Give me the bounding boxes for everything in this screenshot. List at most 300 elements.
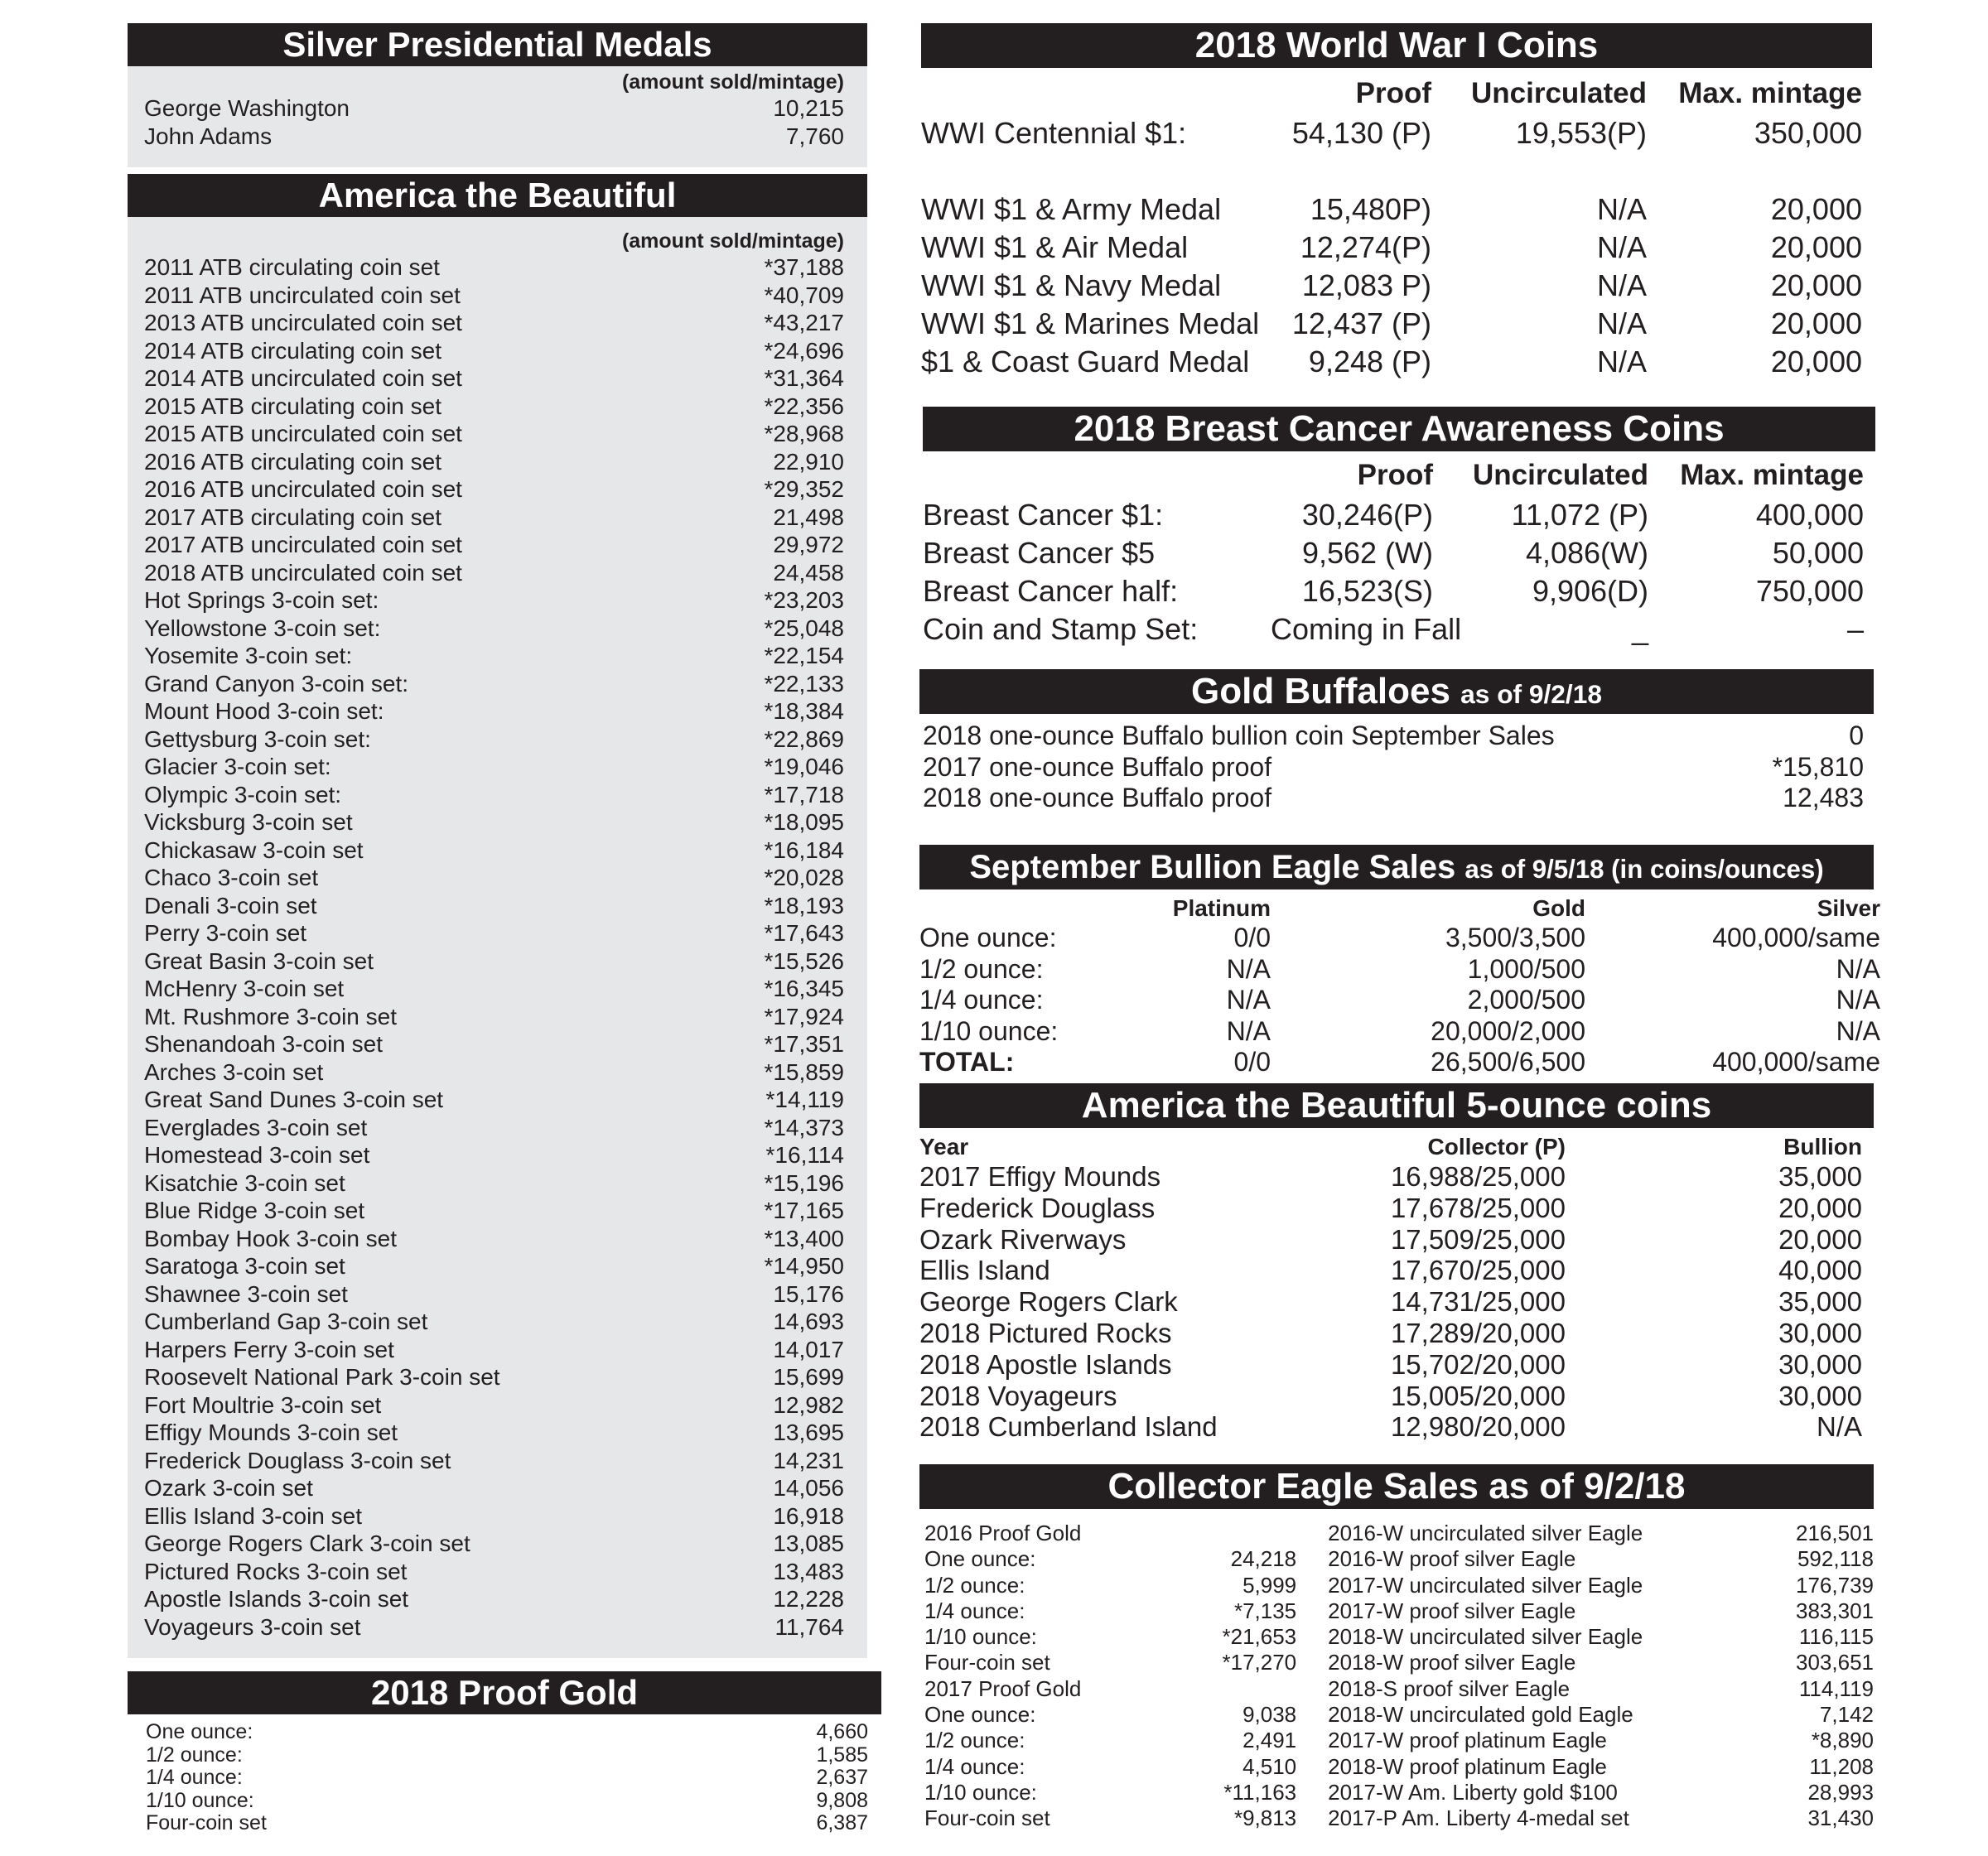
- collector-left-row: [924, 1754, 1296, 1780]
- five-oz-row-name: Ozark Riverways: [919, 1223, 1127, 1255]
- five-oz-list: [919, 1161, 1874, 1443]
- collector-right-row-label: 2018-W proof silver Eagle: [1328, 1650, 1576, 1675]
- atb-row-label: George Rogers Clark 3-coin set: [144, 1531, 470, 1556]
- atb-row-value: 21,498: [773, 504, 844, 530]
- collector-left-row: [924, 1780, 1296, 1805]
- collector-right-row-value: 28,993: [1807, 1779, 1874, 1805]
- atb-row: [144, 642, 844, 670]
- proof-gold-row: [146, 1790, 868, 1813]
- atb-row-value: *17,718: [764, 781, 844, 807]
- wwi-medal-row-name: WWI $1 & Navy Medal: [921, 268, 1222, 302]
- atb-row-value: 12,982: [773, 1391, 844, 1418]
- atb-row-value: *13,400: [764, 1225, 844, 1251]
- wwi-medal-list: [921, 190, 1872, 381]
- presidential-title: Silver Presidential Medals: [128, 23, 867, 66]
- wwi-row-proof: 54,130 (P): [1291, 116, 1431, 150]
- atb-row: [144, 697, 844, 726]
- atb-row-value: *22,356: [764, 393, 844, 419]
- collector-left-list: [919, 1521, 1296, 1832]
- five-oz-row-name: 2018 Pictured Rocks: [919, 1317, 1172, 1348]
- atb-row-label: 2015 ATB circulating coin set: [144, 393, 442, 419]
- atb-row-value: *23,203: [764, 587, 844, 613]
- atb-row-label: Grand Canyon 3-coin set:: [144, 670, 409, 697]
- five-oz-row: [919, 1193, 1874, 1224]
- five-oz-header-year: Year: [919, 1134, 969, 1159]
- atb-row: [144, 1003, 844, 1031]
- atb-row-label: Saratoga 3-coin set: [144, 1253, 345, 1279]
- wwi-title: 2018 World War I Coins: [921, 23, 1872, 68]
- atb-row-value: 14,017: [773, 1336, 844, 1362]
- breast-row-unc: 11,072 (P): [1511, 498, 1648, 532]
- proof-gold-row-label: One ounce:: [146, 1720, 253, 1743]
- atb-row-label: Effigy Mounds 3-coin set: [144, 1420, 398, 1445]
- bullion-list: [919, 923, 1880, 1047]
- atb-row: [144, 1363, 844, 1391]
- atb-row: [144, 1558, 844, 1586]
- bullion-row-gold: 20,000/2,000: [1431, 1015, 1585, 1046]
- atb-row-value: 14,056: [773, 1475, 844, 1501]
- proof-gold-row-value: 2,637: [816, 1766, 868, 1789]
- atb-row-label: Bombay Hook 3-coin set: [144, 1225, 398, 1251]
- atb-row-label: Harpers Ferry 3-coin set: [144, 1336, 394, 1362]
- five-oz-header-bullion: Bullion: [1783, 1134, 1862, 1159]
- collector-right-row: [1328, 1573, 1874, 1598]
- collector-left-row-value: *9,813: [1233, 1805, 1297, 1831]
- atb-row: [144, 1447, 844, 1475]
- atb-row-label: Vicksburg 3-coin set: [144, 809, 353, 835]
- breast-row: [923, 572, 1875, 610]
- wwi-medal-row: [921, 190, 1872, 229]
- atb-row: [144, 1058, 844, 1087]
- wwi-medal-row: [921, 229, 1872, 267]
- collector-right-row-value: 114,119: [1798, 1675, 1874, 1701]
- collector-right-row-label: 2017-W proof silver Eagle: [1328, 1598, 1576, 1623]
- buffalo-row-label: 2018 one-ounce Buffalo proof: [923, 783, 1272, 812]
- atb-row: [144, 864, 844, 892]
- collector-left-row-label: 1/10 ounce:: [924, 1779, 1037, 1805]
- atb-row-value: *17,351: [764, 1031, 844, 1057]
- five-oz-row-collector: 15,702/20,000: [1390, 1348, 1566, 1380]
- atb-row-label: 2017 ATB circulating coin set: [144, 504, 442, 530]
- collector-right-row-label: 2016-W uncirculated silver Eagle: [1328, 1521, 1643, 1545]
- atb-row-label: 2018 ATB uncirculated coin set: [144, 559, 462, 586]
- bullion-total-label: TOTAL:: [919, 1047, 1015, 1077]
- collector-left-row-label: 2017 Proof Gold: [924, 1675, 1082, 1701]
- atb-row-value: 24,458: [773, 559, 844, 586]
- collector-left-row: [924, 1546, 1296, 1572]
- atb-row-label: Yosemite 3-coin set:: [144, 643, 353, 668]
- five-oz-row-bullion: 30,000: [1778, 1380, 1862, 1411]
- five-oz-header-collector: Collector (P): [1427, 1134, 1566, 1159]
- breast-header-unc: Uncirculated: [1473, 459, 1648, 491]
- collector-right-row-label: 2017-W uncirculated silver Eagle: [1328, 1572, 1643, 1598]
- wwi-medal-row: [921, 305, 1872, 343]
- collector-right-row-value: 383,301: [1796, 1598, 1874, 1623]
- wwi-medal-row-max: 20,000: [1770, 306, 1862, 340]
- bullion-row-name: 1/4 ounce:: [919, 985, 1044, 1015]
- buffalo-row: [923, 752, 1864, 783]
- bullion-row-silver: N/A: [1836, 985, 1880, 1015]
- atb-row: [144, 531, 844, 559]
- wwi-medal-row-proof: 12,083 P): [1301, 268, 1431, 302]
- five-oz-row-name: Frederick Douglass: [919, 1192, 1156, 1223]
- five-oz-row-collector: 17,670/25,000: [1390, 1255, 1566, 1286]
- breast-row: [923, 496, 1875, 534]
- five-oz-row-bullion: 40,000: [1778, 1255, 1862, 1286]
- atb-row: [144, 1530, 844, 1558]
- collector-right-row: [1328, 1805, 1874, 1831]
- atb-row: [144, 1086, 844, 1114]
- presidential-row-value: 10,215: [773, 95, 844, 121]
- breast-row-max: 750,000: [1755, 574, 1864, 608]
- atb-row-label: Ellis Island 3-coin set: [144, 1502, 363, 1529]
- buffalo-row: [923, 783, 1864, 814]
- atb-row: [144, 975, 844, 1003]
- five-oz-row-bullion: 30,000: [1778, 1317, 1862, 1348]
- atb-row-value: *22,133: [764, 670, 844, 697]
- atb-row-label: Homestead 3-coin set: [144, 1142, 370, 1168]
- breast-row-proof: Coming in Fall: [1271, 612, 1462, 646]
- wwi-medal-row: [921, 343, 1872, 381]
- breast-title: 2018 Breast Cancer Awareness Coins: [923, 407, 1875, 451]
- atb-row-label: Chickasaw 3-coin set: [144, 836, 364, 863]
- bullion-header-row: [919, 894, 1880, 923]
- atb-row-label: Voyageurs 3-coin set: [144, 1613, 361, 1640]
- five-oz-title: America the Beautiful 5-ounce coins: [919, 1083, 1874, 1128]
- five-oz-row-collector: 12,980/20,000: [1390, 1411, 1566, 1443]
- bullion-total-platinum: 0/0: [1233, 1047, 1271, 1077]
- bullion-header-gold: Gold: [1532, 895, 1585, 921]
- collector-left-row-label: One ounce:: [924, 1546, 1036, 1572]
- five-oz-row: [919, 1161, 1874, 1193]
- presidential-row: [144, 94, 844, 123]
- bullion-header-silver: Silver: [1817, 895, 1880, 921]
- breast-row-name: Coin and Stamp Set:: [923, 612, 1199, 646]
- buffalo-row-value: 0: [1849, 721, 1864, 750]
- buffalo-row-value: *15,810: [1772, 751, 1864, 782]
- five-oz-row-name: Ellis Island: [919, 1255, 1050, 1286]
- collector-right-row-label: 2017-W proof platinum Eagle: [1328, 1728, 1607, 1753]
- bullion-row: [919, 1015, 1880, 1048]
- bullion-row-name: 1/10 ounce:: [919, 1015, 1059, 1046]
- breast-section: [923, 407, 1875, 648]
- atb-row: [144, 1169, 844, 1198]
- atb-row-label: Glacier 3-coin set:: [144, 754, 331, 779]
- wwi-medal-row-name: $1 & Coast Guard Medal: [921, 345, 1250, 378]
- atb-row: [144, 1502, 844, 1531]
- collector-left-row: [924, 1521, 1296, 1546]
- atb-row-label: Arches 3-coin set: [144, 1058, 324, 1085]
- breast-header-proof: Proof: [1357, 459, 1433, 491]
- collector-left-row: [924, 1573, 1296, 1598]
- atb-row-value: 12,228: [773, 1586, 844, 1612]
- wwi-medal-row-unc: N/A: [1596, 192, 1647, 226]
- collector-left-row-label: 1/2 ounce:: [924, 1728, 1025, 1753]
- atb-row-value: *15,859: [764, 1058, 844, 1085]
- five-oz-row: [919, 1381, 1874, 1412]
- five-oz-row-collector: 15,005/20,000: [1390, 1380, 1566, 1411]
- collector-left-row: [924, 1676, 1296, 1702]
- atb-row-value: 14,693: [773, 1309, 844, 1334]
- atb-row: [144, 1585, 844, 1613]
- atb-row-label: Everglades 3-coin set: [144, 1114, 368, 1140]
- atb-row: [144, 1141, 844, 1169]
- presidential-list: [144, 94, 844, 151]
- atb-row-label: Kisatchie 3-coin set: [144, 1169, 345, 1196]
- atb-row: [144, 253, 844, 282]
- wwi-medal-row-name: WWI $1 & Army Medal: [921, 192, 1222, 226]
- collector-right-row-value: *8,890: [1811, 1728, 1874, 1753]
- atb-row-label: 2011 ATB uncirculated coin set: [144, 282, 461, 308]
- wwi-medal-row-proof: 12,274(P): [1300, 230, 1431, 264]
- atb-row-label: 2016 ATB uncirculated coin set: [144, 476, 462, 502]
- collector-right-row: [1328, 1598, 1874, 1624]
- atb-row-value: 13,695: [773, 1420, 844, 1445]
- atb-row: [144, 1613, 844, 1641]
- atb-row-value: *14,119: [765, 1087, 844, 1112]
- collector-right-row-value: 116,115: [1798, 1624, 1874, 1650]
- bullion-row-name: 1/2 ounce:: [919, 953, 1044, 984]
- collector-left-row-value: *7,135: [1233, 1598, 1297, 1623]
- atb-row-value: *17,643: [764, 920, 844, 946]
- wwi-medal-row-unc: N/A: [1596, 230, 1647, 264]
- buffalo-row: [923, 721, 1864, 752]
- collector-left-row-value: *17,270: [1222, 1650, 1297, 1675]
- wwi-row-unc: 19,553(P): [1515, 116, 1647, 150]
- collector-left-row-label: One ounce:: [924, 1702, 1036, 1728]
- bullion-row: [919, 923, 1880, 954]
- collector-right-row-label: 2018-W proof platinum Eagle: [1328, 1753, 1607, 1779]
- collector-right-row-value: 31,430: [1807, 1805, 1874, 1831]
- atb-row: [144, 808, 844, 836]
- five-oz-row-name: 2018 Apostle Islands: [919, 1348, 1172, 1380]
- bullion-row-plat: N/A: [1226, 953, 1271, 984]
- collector-left-row: [924, 1702, 1296, 1728]
- buffalo-row-value: 12,483: [1783, 783, 1864, 812]
- five-oz-row-name: 2018 Cumberland Island: [919, 1411, 1218, 1443]
- atb-row-value: *22,869: [764, 726, 844, 752]
- wwi-section: [921, 23, 1872, 381]
- atb-row-label: Cumberland Gap 3-coin set: [144, 1309, 428, 1334]
- wwi-medal-row-max: 20,000: [1770, 268, 1862, 302]
- five-oz-row-collector: 16,988/25,000: [1390, 1161, 1566, 1192]
- five-oz-header-row: [919, 1133, 1874, 1161]
- buffalo-row-label: 2018 one-ounce Buffalo bullion coin September Sales: [923, 721, 1555, 750]
- collector-left-row-label: 2016 Proof Gold: [924, 1521, 1082, 1545]
- bullion-section: [919, 845, 1880, 1078]
- bullion-title: [919, 845, 1874, 889]
- proof-gold-list: [128, 1714, 881, 1835]
- atb-row-label: Pictured Rocks 3-coin set: [144, 1558, 408, 1584]
- wwi-medal-row-name: WWI $1 & Marines Medal: [921, 306, 1260, 340]
- atb-row-value: *19,046: [764, 754, 844, 779]
- atb-row-value: 22,910: [773, 448, 844, 475]
- atb-row-value: *29,352: [764, 476, 844, 502]
- breast-header-row: [923, 455, 1875, 496]
- bullion-total-silver: 400,000/same: [1712, 1047, 1880, 1077]
- atb-row: [144, 1030, 844, 1058]
- atb-row: [144, 364, 844, 393]
- atb-row-value: 29,972: [773, 532, 844, 557]
- collector-left-row: [924, 1650, 1296, 1675]
- breast-row-unc: 9,906(D): [1532, 574, 1648, 608]
- atb-row: [144, 504, 844, 532]
- atb-row: [144, 1419, 844, 1447]
- five-oz-row-collector: 17,289/20,000: [1390, 1317, 1566, 1348]
- atb-row: [144, 947, 844, 976]
- atb-row-label: Great Sand Dunes 3-coin set: [144, 1087, 444, 1112]
- five-oz-row-bullion: 35,000: [1778, 1286, 1862, 1318]
- collector-right-row-label: 2017-W Am. Liberty gold $100: [1328, 1779, 1618, 1805]
- atb-row-label: Fort Moultrie 3-coin set: [144, 1391, 382, 1418]
- five-oz-row-bullion: 30,000: [1778, 1348, 1862, 1380]
- wwi-header-unc: Uncirculated: [1471, 77, 1647, 109]
- collector-left-row-value: 2,491: [1242, 1728, 1297, 1753]
- wwi-medal-row-proof: 9,248 (P): [1308, 345, 1431, 378]
- wwi-medal-row-unc: N/A: [1596, 345, 1647, 378]
- atb-row-value: *15,196: [764, 1169, 844, 1196]
- presidential-note: (amount sold/mintage): [621, 70, 844, 94]
- atb-row-label: 2011 ATB circulating coin set: [144, 254, 440, 280]
- wwi-medal-row: [921, 267, 1872, 305]
- atb-row-value: *31,364: [764, 365, 844, 391]
- collector-right-row: [1328, 1650, 1874, 1675]
- wwi-list: [921, 114, 1872, 152]
- five-oz-row-bullion: 20,000: [1778, 1192, 1862, 1223]
- atb-row-label: Yellowstone 3-coin set:: [144, 615, 381, 641]
- atb-row: [144, 337, 844, 365]
- five-oz-row: [919, 1349, 1874, 1381]
- collector-right-row-label: 2017-P Am. Liberty 4-medal set: [1328, 1805, 1629, 1831]
- presidential-body: [128, 66, 867, 167]
- atb-row: [144, 670, 844, 698]
- collector-right-row-label: 2016-W proof silver Eagle: [1328, 1546, 1576, 1572]
- proof-gold-row: [146, 1812, 868, 1835]
- wwi-header-row: [921, 73, 1872, 114]
- proof-gold-row: [146, 1721, 868, 1744]
- collector-left-row: [924, 1598, 1296, 1624]
- buffalo-title-main: Gold Buffaloes: [1191, 671, 1450, 711]
- collector-section: [919, 1464, 1874, 1832]
- atb-row: [144, 781, 844, 809]
- wwi-medal-row-max: 20,000: [1770, 230, 1862, 264]
- collector-right-row-value: 176,739: [1796, 1572, 1874, 1598]
- collector-left-row-label: 1/4 ounce:: [924, 1598, 1025, 1623]
- presidential-row-value: 7,760: [785, 123, 844, 149]
- breast-row-max: 400,000: [1755, 498, 1864, 532]
- atb-row-label: 2014 ATB uncirculated coin set: [144, 365, 462, 391]
- bullion-row-gold: 2,000/500: [1467, 985, 1585, 1015]
- five-oz-row-collector: 17,678/25,000: [1390, 1192, 1566, 1223]
- collector-left-row-label: 1/4 ounce:: [924, 1753, 1025, 1779]
- atb-row: [144, 1336, 844, 1364]
- collector-left-row-label: 1/10 ounce:: [924, 1624, 1037, 1650]
- wwi-row-name: WWI Centennial $1:: [921, 116, 1187, 150]
- collector-right-list: [1328, 1521, 1874, 1832]
- atb-row-value: 16,918: [773, 1502, 844, 1529]
- bullion-header-platinum: Platinum: [1172, 895, 1271, 921]
- atb-row: [144, 1197, 844, 1225]
- wwi-medal-row-proof: 12,437 (P): [1291, 306, 1431, 340]
- buffalo-title: [919, 669, 1874, 714]
- atb-row: [144, 1280, 844, 1309]
- bullion-row-gold: 1,000/500: [1467, 953, 1585, 984]
- bullion-title-suffix: as of 9/5/18 (in coins/ounces): [1464, 855, 1824, 884]
- atb-body: [128, 217, 867, 1658]
- breast-row-unc: 4,086(W): [1525, 536, 1648, 570]
- collector-left-row-label: 1/2 ounce:: [924, 1572, 1025, 1598]
- atb-list: [144, 253, 844, 1641]
- atb-row-value: *22,154: [764, 643, 844, 668]
- proof-gold-row-value: 9,808: [816, 1788, 868, 1812]
- atb-note: (amount sold/mintage): [621, 229, 844, 253]
- collector-left-row: [924, 1624, 1296, 1650]
- breast-row: [923, 610, 1875, 648]
- atb-row-value: 13,085: [773, 1531, 844, 1556]
- collector-right-row-value: 7,142: [1819, 1702, 1874, 1728]
- atb-row: [144, 1114, 844, 1142]
- atb-row-value: *24,696: [764, 337, 844, 364]
- collector-right-row: [1328, 1546, 1874, 1572]
- atb-row: [144, 836, 844, 865]
- breast-header-max: Max. mintage: [1680, 459, 1864, 491]
- atb-row-value: 15,176: [773, 1280, 844, 1307]
- five-oz-row: [919, 1224, 1874, 1256]
- breast-row-name: Breast Cancer $1:: [923, 498, 1164, 532]
- collector-left-row-value: 9,038: [1242, 1702, 1297, 1728]
- wwi-medal-row-max: 20,000: [1770, 192, 1862, 226]
- five-oz-row-bullion: 35,000: [1778, 1161, 1862, 1192]
- breast-row-max: 50,000: [1772, 536, 1864, 570]
- atb-row-label: Chaco 3-coin set: [144, 865, 319, 890]
- atb-row-label: Hot Springs 3-coin set:: [144, 587, 379, 613]
- bullion-row: [919, 953, 1880, 986]
- atb-row: [144, 726, 844, 754]
- wwi-row-max: 350,000: [1754, 116, 1862, 150]
- collector-right-row: [1328, 1521, 1874, 1546]
- breast-row-name: Breast Cancer half:: [923, 574, 1179, 608]
- collector-right-row: [1328, 1728, 1874, 1753]
- collector-right-row: [1328, 1780, 1874, 1805]
- atb-row-label: Roosevelt National Park 3-coin set: [144, 1364, 500, 1390]
- atb-row-value: 11,764: [774, 1613, 844, 1640]
- bullion-row-gold: 3,500/3,500: [1445, 923, 1585, 952]
- buffalo-list: [919, 714, 1874, 814]
- bullion-title-main: September Bullion Eagle Sales: [969, 849, 1456, 885]
- collector-title: Collector Eagle Sales as of 9/2/18: [919, 1464, 1874, 1509]
- presidential-row: [144, 123, 844, 151]
- atb-row-label: Blue Ridge 3-coin set: [144, 1198, 365, 1223]
- atb-row-value: *14,373: [764, 1114, 844, 1140]
- atb-row-value: *28,968: [764, 421, 844, 446]
- atb-row-label: Shawnee 3-coin set: [144, 1280, 348, 1307]
- atb-row-label: Ozark 3-coin set: [144, 1475, 313, 1501]
- collector-left-row-value: 5,999: [1242, 1572, 1297, 1598]
- breast-list: [923, 496, 1875, 648]
- presidential-row-label: George Washington: [144, 95, 350, 121]
- atb-row: [144, 282, 844, 310]
- proof-gold-row-label: 1/10 ounce:: [146, 1788, 254, 1812]
- atb-row-value: *14,950: [764, 1253, 844, 1279]
- five-oz-row-name: 2018 Voyageurs: [919, 1380, 1117, 1411]
- atb-row-value: *40,709: [764, 282, 844, 308]
- atb-row: [144, 475, 844, 504]
- breast-row-max: –: [1846, 612, 1864, 646]
- breast-row-unc: _: [1631, 612, 1648, 646]
- breast-row: [923, 534, 1875, 572]
- breast-row-proof: 9,562 (W): [1301, 536, 1433, 570]
- buffalo-row-label: 2017 one-ounce Buffalo proof: [923, 751, 1272, 782]
